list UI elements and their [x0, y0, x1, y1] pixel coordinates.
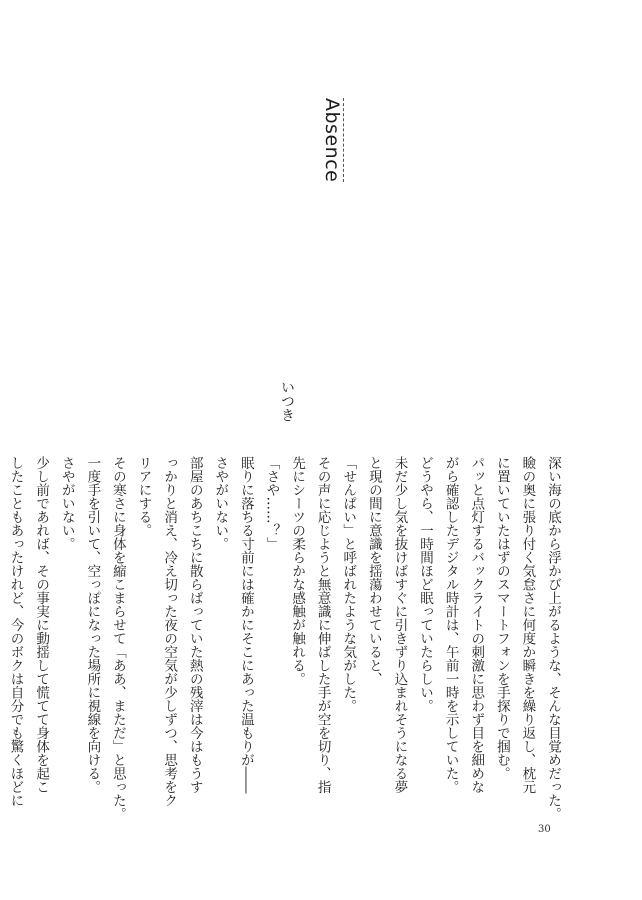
body-line: 眠りに落ちる寸前には確かにそこにあった温もりが――: [237, 456, 254, 794]
body-line: がら確認したデジタル時計は、午前一時を示していた。: [442, 456, 459, 794]
body-line: 「せんぱい」と呼ばれたような気がした。: [340, 456, 357, 713]
body-line: パッと点灯するバックライトの刺激に思わず目を細めな: [468, 456, 485, 794]
body-line: 瞼の奥に張り付く気怠さに何度か瞬きを繰り返し、枕元: [519, 456, 536, 794]
body-line: 少し前であれば、その事実に動揺して慌てて身体を起こ: [33, 456, 50, 794]
body-line: 深い海の底から浮かび上がるような、そんな目覚めだった。: [545, 456, 561, 821]
body-line: 先にシーツの柔らかな感触が触れる。: [289, 456, 306, 686]
body-line: どうやら、一時間ほど眠っていたらしい。: [417, 456, 434, 713]
story-title: Absence: [321, 98, 343, 183]
body-line: と現の間に意識を揺蕩わせていると、: [365, 456, 382, 686]
body-line: に置いていたはずのスマートフォンを手探りで掴む。: [493, 456, 510, 780]
body-line: 一度手を引いて、空っぽになった場所に視線を向ける。: [84, 456, 101, 794]
page-number: 30: [538, 824, 551, 835]
body-line: その声に応じようと無意識に伸ばした手が空を切り、指: [314, 456, 331, 794]
body-line: その寒さに身体を縮こまらせて「ああ、まただ」と思った。: [109, 456, 126, 821]
author-name: いつき: [279, 380, 295, 422]
body-line: 未だ少し気を抜けばすぐに引きずり込まれそうになる夢: [391, 456, 408, 794]
body-line: したこともあったけれど、今のボクは自分でも驚くほどに: [7, 456, 24, 807]
body-line: リアにする。: [135, 456, 152, 537]
body-line: 部屋のあちこちに散らばっていた熱の残滓は今はもうす: [186, 456, 203, 794]
body-line: っかりと消え、冷え切った夜の空気が少しずつ、思考をク: [161, 456, 178, 807]
body-line: 「さや……？」: [263, 456, 280, 551]
body-line: さやがいない。: [212, 456, 229, 551]
body-line: さやがいない。: [58, 456, 75, 551]
body-text: [7, 456, 565, 821]
